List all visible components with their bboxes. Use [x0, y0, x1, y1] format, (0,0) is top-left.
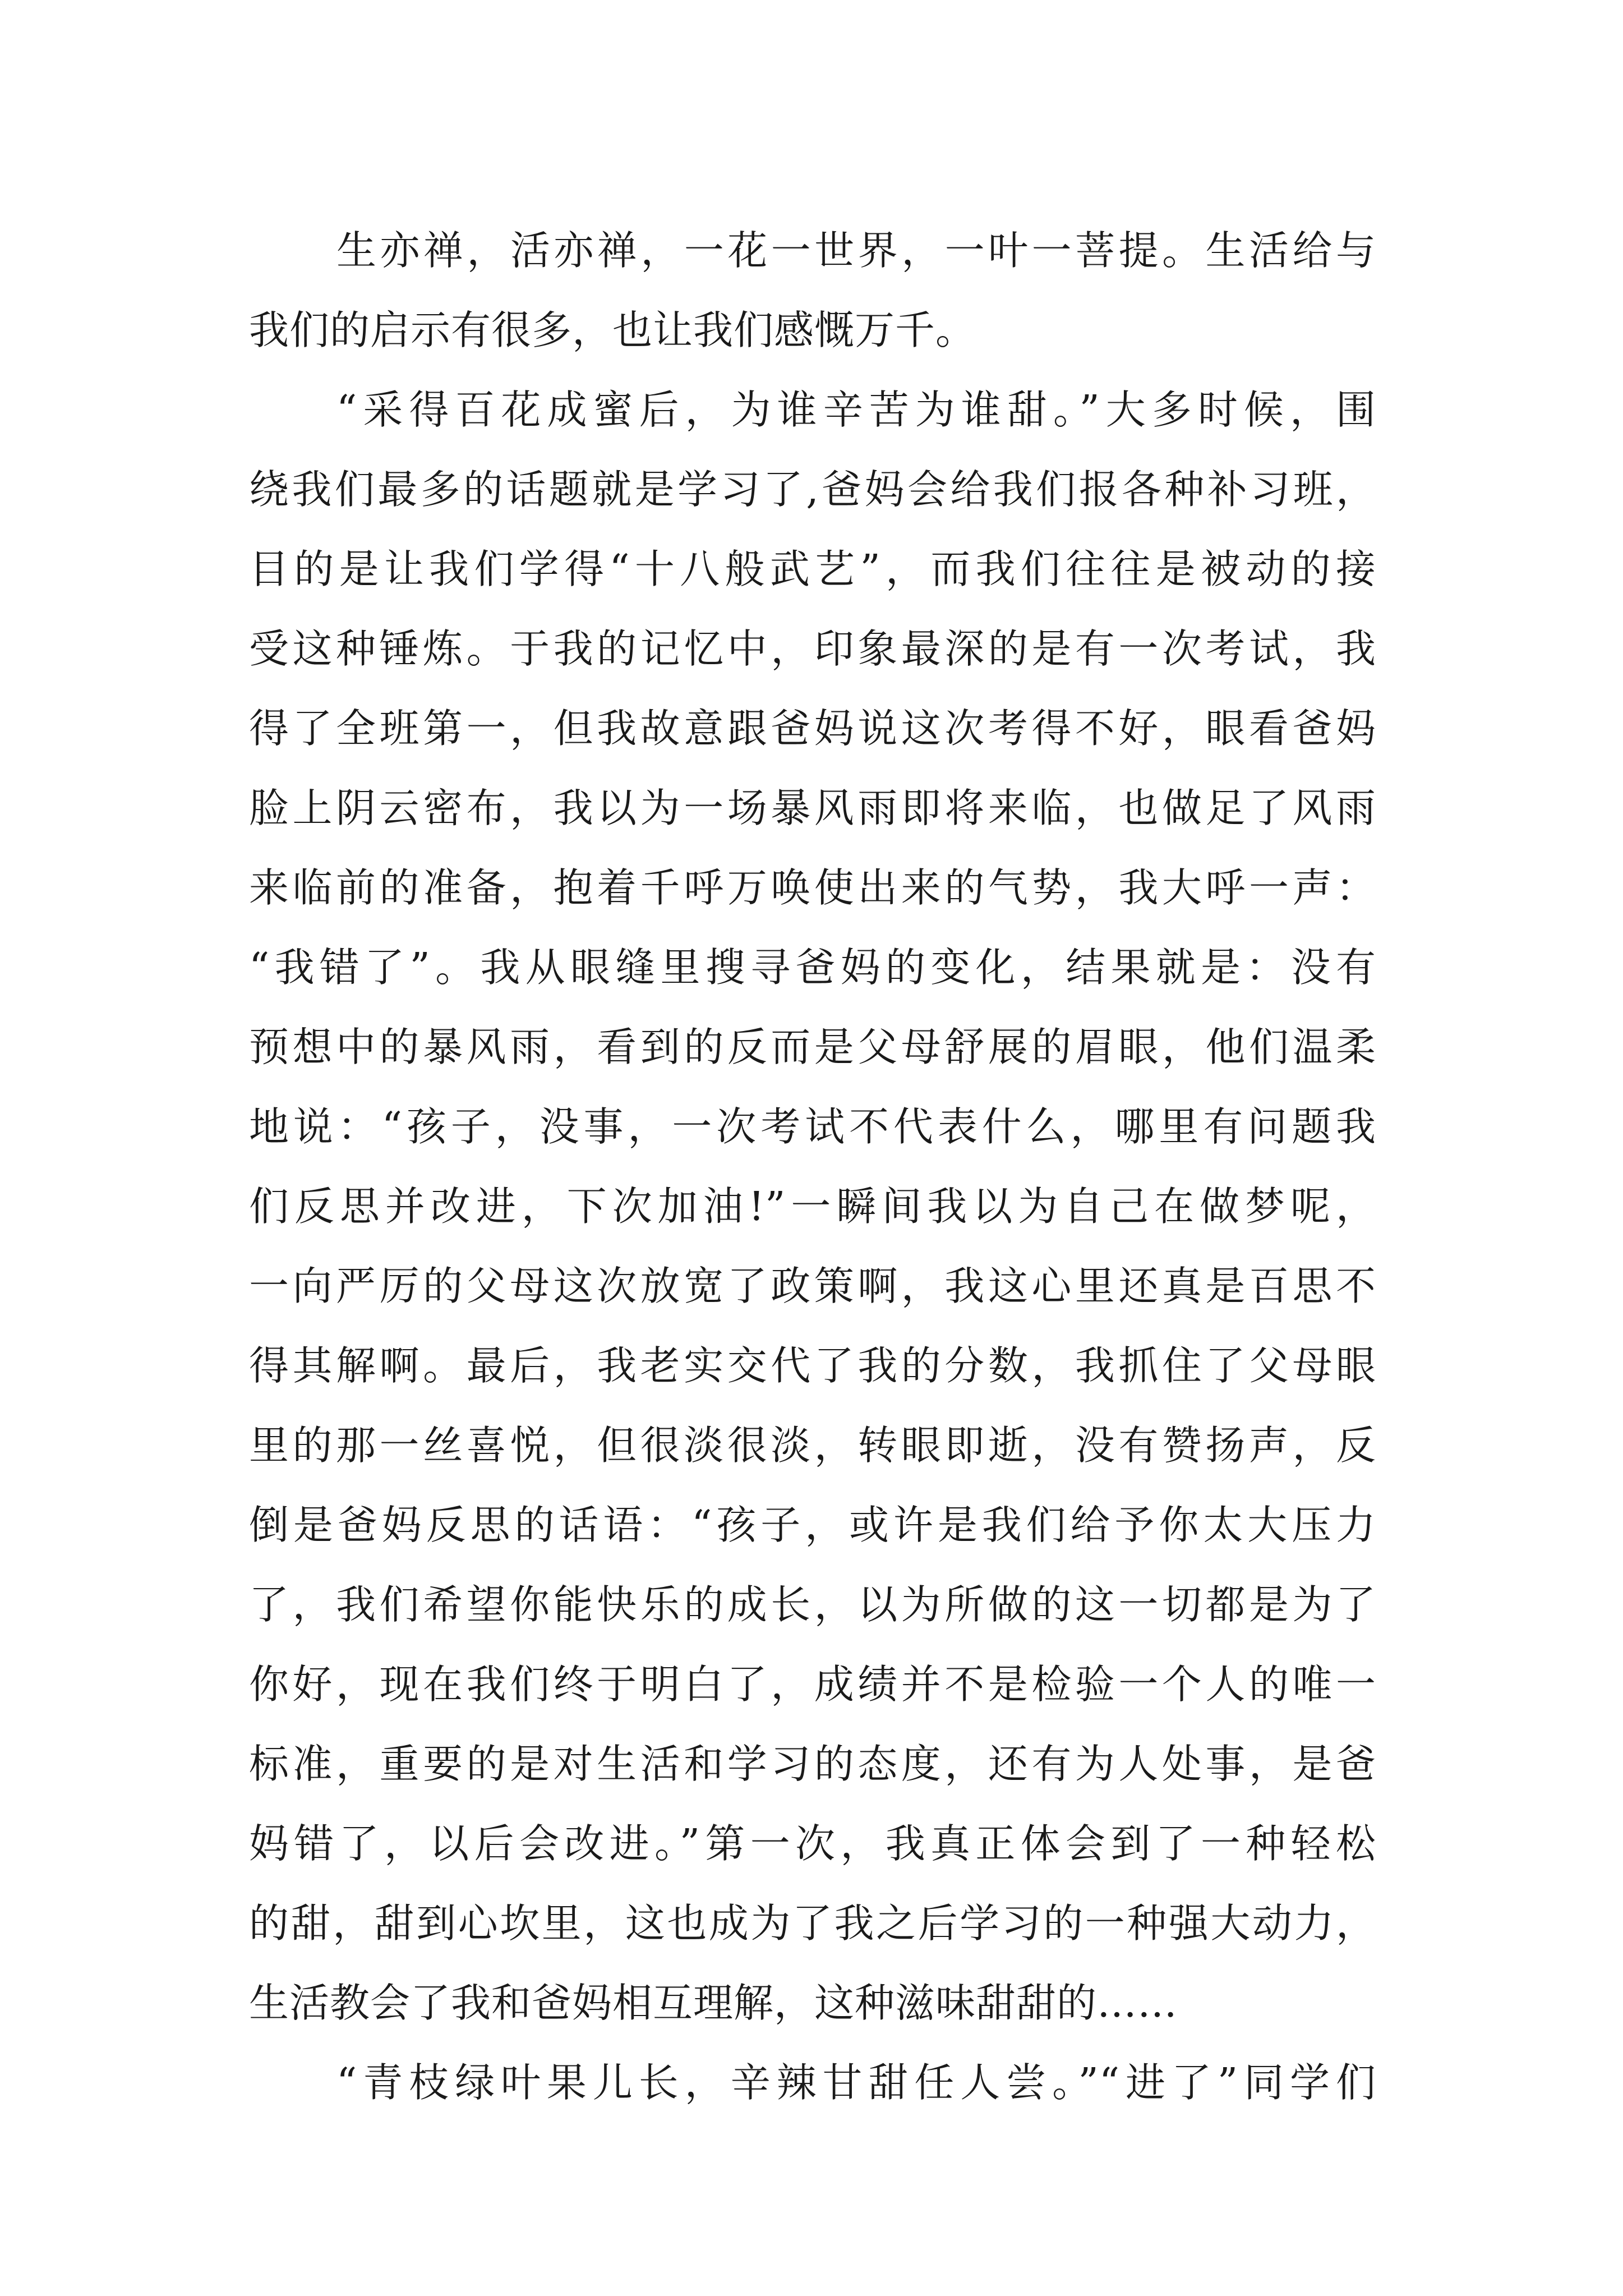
text-line: 我们的启示有很多，也让我们感慨万千。 [249, 307, 976, 353]
text-line: 来临前的准备，抱着千呼万唤使出来的气势，我大呼一声： [249, 864, 1376, 911]
text-line: 生活教会了我和爸妈相互理解，这种滋味甜甜的…… [249, 1980, 1178, 2026]
text-line: 绕我们最多的话题就是学习了,爸妈会给我们报各种补习班， [249, 466, 1376, 513]
text-line: 里的那一丝喜悦，但很淡很淡，转眼即逝，没有赞扬声，反 [249, 1422, 1376, 1469]
text-line: 一向严厉的父母这次放宽了政策啊，我这心里还真是百思不 [249, 1263, 1376, 1309]
text-line: “青枝绿叶果儿长，辛辣甘甜任人尝。”“进了”同学们 [336, 2059, 1376, 2106]
text-line: 脸上阴云密布，我以为一场暴风雨即将来临，也做足了风雨 [249, 785, 1376, 831]
text-line: 目的是让我们学得“十八般武艺”，而我们往往是被动的接 [249, 546, 1376, 592]
text-line: “我错了”。我从眼缝里搜寻爸妈的变化，结果就是：没有 [249, 944, 1376, 991]
text-line: 预想中的暴风雨，看到的反而是父母舒展的眉眼，他们温柔 [249, 1024, 1376, 1070]
text-line: 受这种锤炼。于我的记忆中，印象最深的是有一次考试，我 [249, 625, 1376, 672]
text-line: “采得百花成蜜后，为谁辛苦为谁甜。”大多时候，围 [336, 386, 1376, 433]
text-line: 标准，重要的是对生活和学习的态度，还有为人处事，是爸 [249, 1741, 1376, 1787]
text-line: 了，我们希望你能快乐的成长，以为所做的这一切都是为了 [249, 1581, 1376, 1628]
text-line: 你好，现在我们终于明白了，成绩并不是检验一个人的唯一 [249, 1661, 1376, 1708]
text-line: 妈错了，以后会改进。”第一次，我真正体会到了一种轻松 [249, 1820, 1376, 1867]
text-line: 生亦禅，活亦禅，一花一世界，一叶一菩提。生活给与 [336, 227, 1376, 274]
text-line: 们反思并改进，下次加油!”一瞬间我以为自己在做梦呢， [249, 1183, 1376, 1230]
text-line: 地说：“孩子，没事，一次考试不代表什么，哪里有问题我 [249, 1103, 1376, 1150]
text-line: 得其解啊。最后，我老实交代了我的分数，我抓住了父母眼 [249, 1342, 1376, 1389]
body-text [249, 211, 1376, 2123]
text-line: 得了全班第一，但我故意跟爸妈说这次考得不好，眼看爸妈 [249, 705, 1376, 752]
text-line: 的甜，甜到心坎里，这也成为了我之后学习的一种强大动力， [249, 1900, 1376, 1947]
text-line: 倒是爸妈反思的话语：“孩子，或许是我们给予你太大压力 [249, 1502, 1376, 1548]
